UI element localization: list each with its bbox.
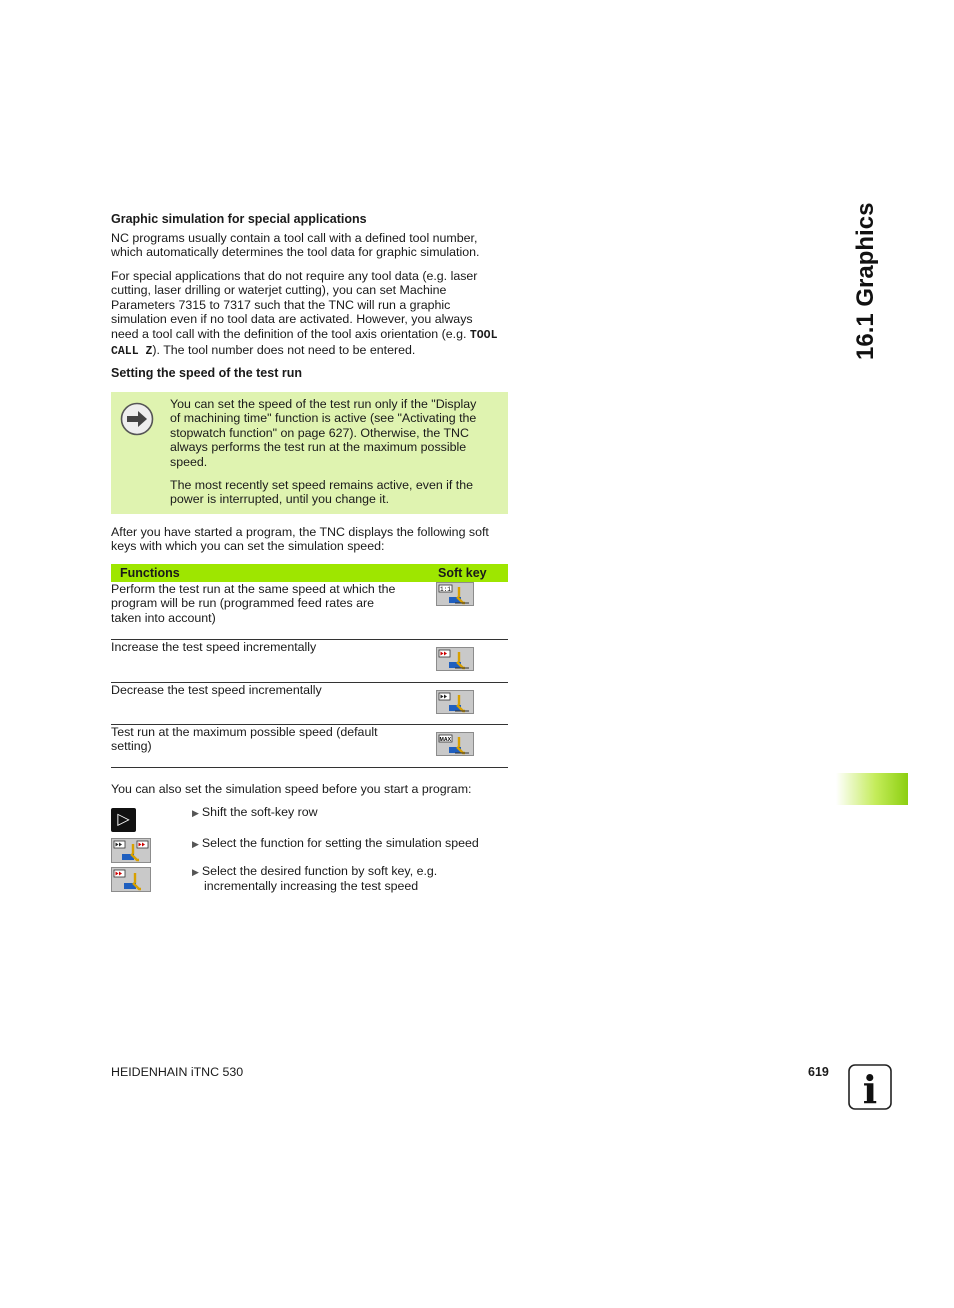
text-line: cutting, laser drilling or waterjet cutting), you can set Machine [111, 283, 447, 298]
text-line [192, 864, 437, 879]
text-line: Test run at the maximum possible speed (default [111, 724, 378, 739]
fast-forward-icon [437, 648, 473, 670]
text-line: power is interrupted, until you change it. [170, 492, 390, 507]
next-softkey-row-button[interactable] [111, 808, 136, 832]
text-line: taken into account) [111, 610, 216, 625]
max-speed-icon [437, 733, 473, 755]
paragraph-nc-programs [111, 231, 511, 260]
table-row [111, 682, 508, 724]
text-line: program will be run (programmed feed rates are [111, 596, 375, 611]
text-line [111, 343, 511, 359]
text-line: After you have started a program, the TNC displays the following soft [111, 525, 489, 539]
step-2 [192, 836, 479, 851]
table-row [111, 582, 508, 639]
header-functions: Functions [111, 564, 436, 582]
step-text: Select the function for setting the simulation speed [201, 836, 479, 850]
header-soft-key: Soft key [436, 564, 508, 582]
table-header-row [111, 564, 508, 582]
text-line: of machining time" function is active (see "Activating the [170, 411, 477, 426]
row-text [111, 582, 436, 639]
row-text [111, 724, 436, 767]
softkey-increase-speed-example[interactable] [111, 867, 151, 892]
section-heading-graphic-simulation: Graphic simulation for special applications [111, 212, 367, 226]
step-text: Select the desired function by soft key, e.g. [201, 864, 438, 878]
softkey-increase-speed[interactable] [436, 647, 474, 671]
text-line: speed. [170, 454, 208, 469]
row-text [111, 682, 436, 724]
softkey-simulation-speed[interactable] [111, 838, 151, 863]
text-line: Increase the test speed incrementally [111, 639, 317, 654]
functions-table [111, 564, 508, 768]
row-softkey-cell [436, 682, 508, 724]
triangle-bullet-icon: ▶ [192, 867, 199, 877]
softkey-speed-1-1[interactable] [436, 582, 474, 606]
text-line: which automatically determines the tool data for graphic simulation. [111, 245, 480, 260]
text-line: For special applications that do not require any tool data (e.g. laser [111, 269, 478, 283]
text-segment: ). The tool number does not need to be entered. [152, 343, 416, 358]
row-softkey-cell [436, 724, 508, 767]
step-1 [192, 805, 318, 820]
footer-product: HEIDENHAIN iTNC 530 [111, 1065, 244, 1079]
text-line [111, 327, 511, 343]
text-line: Perform the test run at the same speed at which the [111, 582, 396, 596]
svg-text:MAX: MAX [439, 736, 452, 743]
note-text-1 [170, 397, 505, 469]
table-row [111, 639, 508, 682]
step-text: Shift the soft-key row [201, 805, 318, 819]
page-number: 619 [808, 1065, 829, 1079]
speed-1-1-icon [437, 583, 473, 605]
paragraph-special-applications [111, 269, 511, 359]
section-heading-speed: Setting the speed of the test run [111, 366, 302, 380]
simulation-speed-icon [112, 839, 150, 862]
text-line: simulation even if no tool data are activated. However, you always [111, 312, 473, 327]
chapter-side-title: 16.1 Graphics [852, 202, 879, 360]
play-icon: ▷ [117, 811, 130, 828]
softkey-max-speed[interactable] [436, 732, 474, 756]
triangle-bullet-icon: ▶ [192, 808, 199, 818]
fast-forward-icon [112, 868, 150, 891]
text-line: Decrease the test speed incrementally [111, 682, 322, 697]
row-softkey-cell [436, 639, 508, 682]
chapter-tab-marker [836, 773, 908, 805]
text-line: Parameters 7315 to 7317 such that the TNC will run a graphic [111, 297, 451, 312]
paragraph-soft-keys-intro [111, 525, 511, 554]
code-tool: TOOL [469, 328, 498, 342]
row-text [111, 639, 436, 682]
text-line: setting) [111, 738, 152, 753]
text-line: The most recently set speed remains active, even if the [170, 478, 474, 492]
slow-forward-icon [437, 691, 473, 713]
row-softkey-cell [436, 582, 508, 639]
text-line: stopwatch function" on page 627). Otherwise, the TNC [170, 425, 469, 440]
step-3 [192, 864, 437, 894]
svg-text:1:1: 1:1 [440, 586, 451, 593]
triangle-bullet-icon: ▶ [192, 839, 199, 849]
svg-text:i: i [862, 1067, 878, 1110]
softkey-decrease-speed[interactable] [436, 690, 474, 714]
text-segment: need a tool call with the definition of the tool axis orientation (e.g. [111, 326, 467, 341]
table-row [111, 724, 508, 767]
steps-intro: You can also set the simulation speed before you start a program: [111, 782, 472, 796]
info-icon [848, 1064, 892, 1110]
arrow-right-note-icon [120, 402, 154, 436]
text-line: keys with which you can set the simulation speed: [111, 539, 385, 554]
code-call-z: CALL Z [111, 345, 153, 359]
text-line: NC programs usually contain a tool call with a defined tool number, [111, 231, 478, 245]
text-line: You can set the speed of the test run only if the "Display [170, 397, 477, 411]
text-line: incrementally increasing the test speed [204, 879, 419, 894]
note-text-2 [170, 478, 505, 507]
text-line: always performs the test run at the maximum possible [170, 440, 467, 455]
